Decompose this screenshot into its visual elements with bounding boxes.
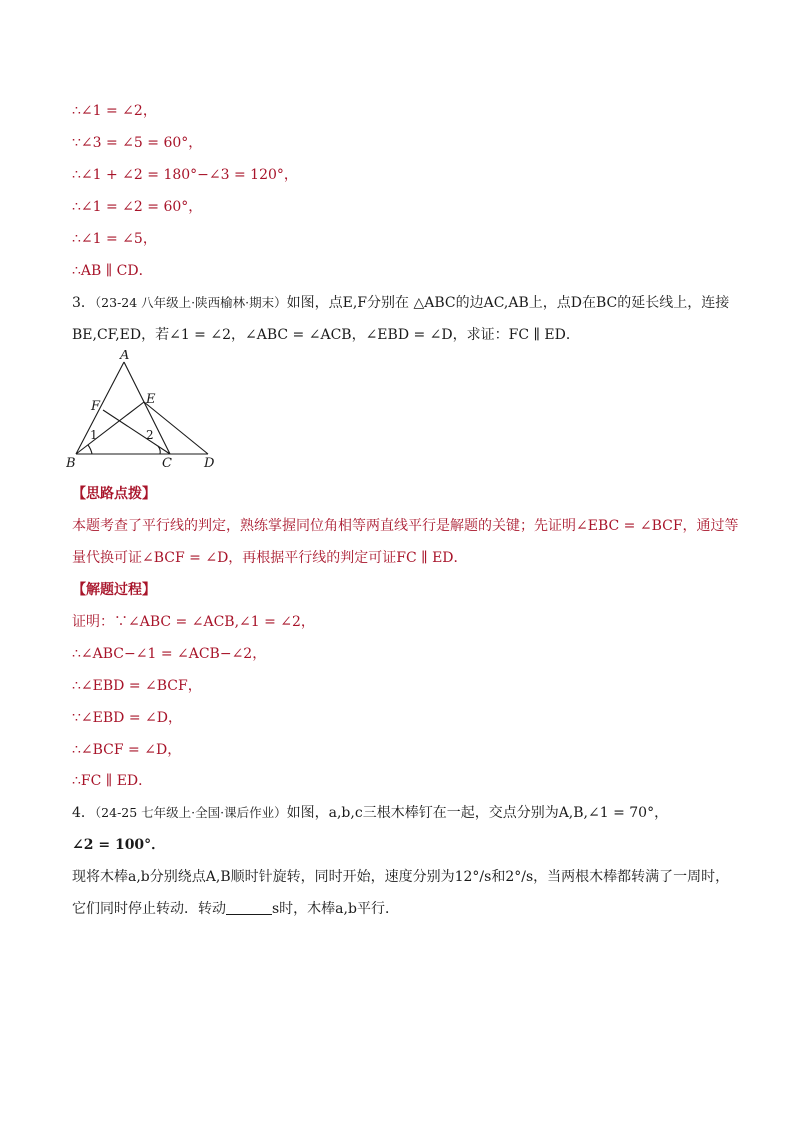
solution-title: 【解题过程】 — [72, 582, 156, 598]
q3-statement-line-1 — [72, 293, 734, 313]
prev-solution-line-6: ∴AB ∥ CD． — [72, 263, 153, 279]
label-d: D — [204, 456, 215, 470]
label-b: B — [66, 456, 76, 470]
q3-text-1: 如图，点E,F分别在 △ABC的边AC,AB上，点D在BC的延长线上，连接 — [286, 295, 730, 311]
solution-line-1 — [72, 612, 734, 632]
hint-line-2: 量代换可证∠BCF = ∠D，再根据平行线的判定可证FC ∥ ED． — [72, 550, 468, 566]
prev-solution-line-5: ∴∠1 = ∠5， — [72, 231, 157, 247]
solution-step-6: ∴FC ∥ ED． — [72, 773, 153, 789]
label-e: E — [146, 392, 156, 407]
label-c: C — [162, 456, 172, 470]
label-angle-1: 1 — [90, 428, 98, 442]
q4-text-4-post: s时，木棒a,b平行． — [272, 901, 399, 917]
label-f: F — [91, 399, 101, 414]
solution-step-3: ∴∠EBD = ∠BCF， — [72, 678, 202, 694]
solution-step-2: ∴∠ABC−∠1 = ∠ACB−∠2， — [72, 646, 267, 662]
solution-step-1: ∵∠ABC = ∠ACB,∠1 = ∠2， — [114, 614, 315, 630]
prev-solution-line-2: ∵∠3 = ∠5 = 60°， — [72, 135, 203, 151]
prev-solution-line-4: ∴∠1 = ∠2 = 60°， — [72, 199, 203, 215]
q4-statement-line-4 — [72, 899, 734, 919]
q3-source: （23-24 八年级上·陕西榆林·期末） — [94, 295, 287, 310]
q4-text-1: 如图，a,b,c三根木棒钉在一起，交点分别为A,B,∠1 = 70°， — [286, 805, 669, 821]
prev-solution-line-1: ∴∠1 = ∠2， — [72, 103, 157, 119]
angle-1-arc — [88, 445, 92, 454]
label-a: A — [120, 350, 130, 363]
q4-statement-line-3: 现将木棒a,b分别绕点A,B顺时针旋转，同时开始，速度分别为12°/s和2°/s，当两根木棒都转满了一周时， — [72, 869, 730, 885]
triangle-figure — [66, 350, 226, 470]
q4-source: （24-25 七年级上·全国·课后作业） — [94, 805, 287, 820]
segment-cf — [103, 410, 170, 454]
answer-blank[interactable] — [226, 900, 272, 915]
q3-statement-line-2: BE,CF,ED，若∠1 = ∠2，∠ABC = ∠ACB，∠EBD = ∠D，求证：FC ∥ ED． — [72, 327, 580, 343]
hint-line-1: 本题考查了平行线的判定，熟练掌握同位角相等两直线平行是解题的关键；先证明∠EBC = ∠BCF，通过等 — [72, 518, 739, 534]
segment-be — [76, 402, 144, 454]
q4-statement-line-1 — [72, 803, 734, 823]
q4-text-4-pre: 它们同时停止转动．转动 — [72, 901, 226, 917]
q4-statement-line-2: ∠2 = 100°． — [72, 837, 166, 853]
solution-step-5: ∴∠BCF = ∠D， — [72, 742, 182, 758]
q4-number: 4． — [72, 805, 95, 821]
label-angle-2: 2 — [146, 428, 154, 442]
hint-title: 【思路点拨】 — [72, 486, 156, 502]
solution-step-4: ∵∠EBD = ∠D， — [72, 710, 182, 726]
solution-prefix: 证明： — [72, 614, 114, 630]
prev-solution-line-3: ∴∠1 + ∠2 = 180°−∠3 = 120°， — [72, 167, 298, 183]
q3-number: 3． — [72, 295, 95, 311]
